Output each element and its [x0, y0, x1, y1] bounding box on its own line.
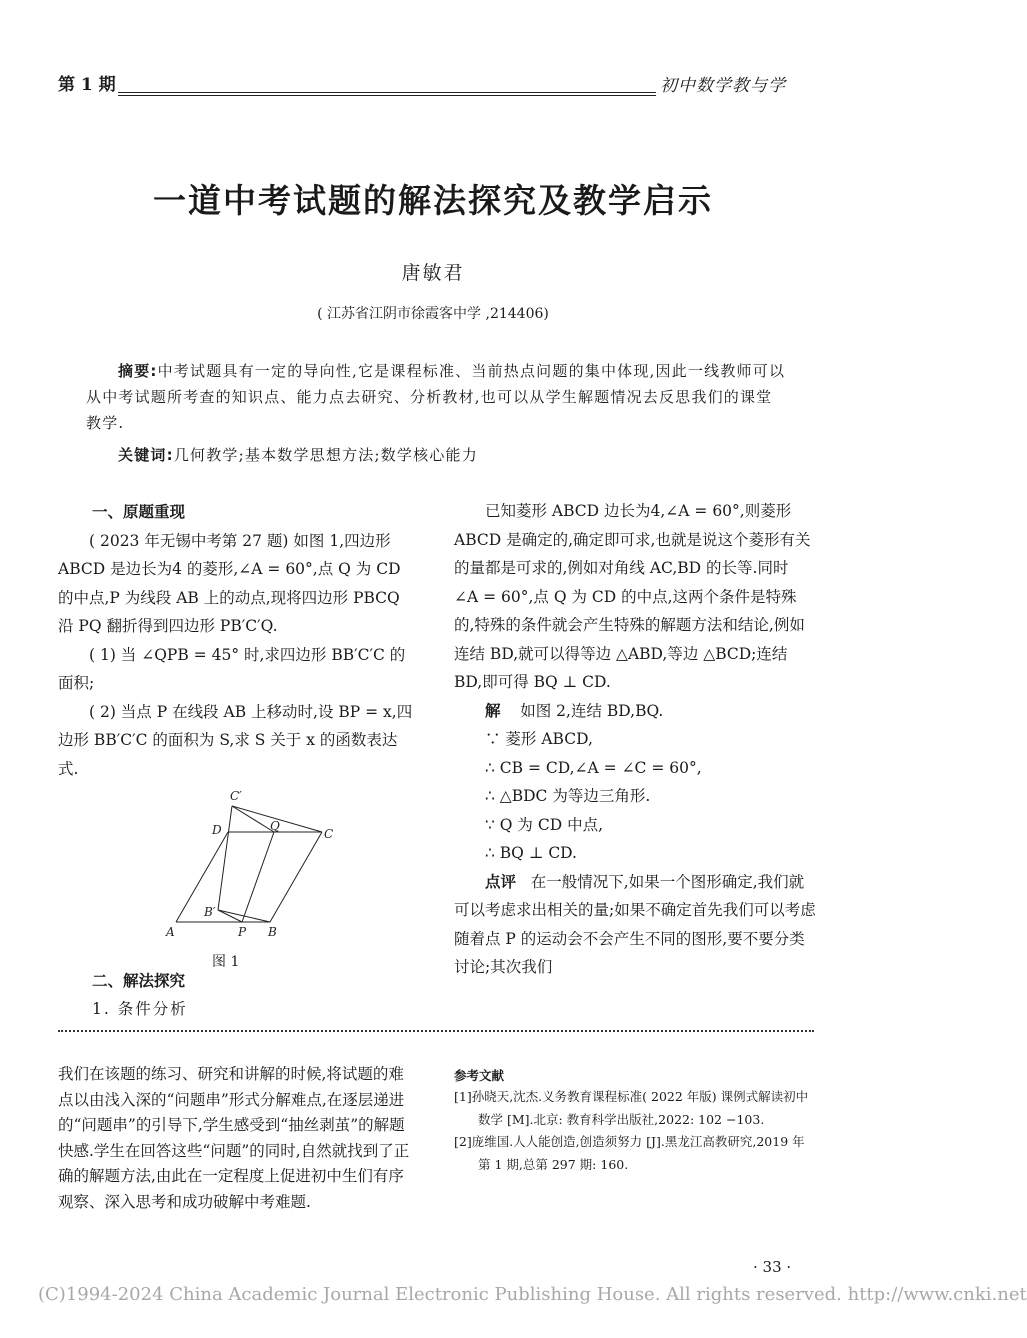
header-rule-double — [118, 95, 656, 96]
reference-item: [2]庞维国.人人能创造,创造须努力 [J].黑龙江高教研究,2019 年第 1 期,总第 297 期: 160. — [454, 1134, 805, 1172]
header-rule — [118, 92, 656, 93]
references-list — [454, 1086, 816, 1176]
label-C-prime: C′ — [230, 789, 242, 803]
author: 唐敏君 — [401, 262, 465, 284]
keywords-text: 几何教学;基本数学思想方法;数学核心能力 — [173, 446, 478, 464]
comment-paragraph — [454, 868, 816, 982]
segment-C-prime-Q — [232, 806, 274, 832]
comment-text: 在一般情况下,如果一个图形确定,我们就可以考虑求出相关的量;如果不确定首先我们可以考虑随着点 P 的运动会不会产生不同的图形,要不要分类讨论;其次我们 — [454, 872, 816, 976]
affiliation: ( 江苏省江阴市徐霞客中学 ,214406) — [317, 306, 549, 322]
left-column — [58, 498, 416, 783]
solution-step: ∴ BQ ⊥ CD. — [485, 844, 577, 862]
label-Q: Q — [270, 819, 280, 833]
keywords-label: 关键词: — [118, 446, 174, 464]
article-title: 一道中考试题的解法探究及教学启示 — [153, 181, 713, 220]
problem-statement: ( 2023 年无锡中考第 27 题) 如图 1,四边形 ABCD 是边长为4 的菱形,∠A = 60°,点 Q 为 CD 的中点,P 为线段 AB 上的动点,现将四边形 PBCQ 沿 PQ 翻折得到四边形 PB′C′Q. — [58, 531, 401, 635]
solution-step: ∵ Q 为 CD 中点, — [485, 815, 603, 834]
abstract-text: 中考试题具有一定的导向性,它是课程标准、当前热点问题的集中体现,因此一线教师可以从中考试题所考查的知识点、能力点去研究、分析教材,也可以从学生解题情况去反思我们的课堂教学. — [86, 362, 786, 432]
keywords — [118, 444, 788, 465]
segment-DA — [176, 832, 228, 922]
figure-1-rhombus-diagram — [160, 786, 350, 946]
label-A: A — [166, 925, 175, 939]
segment-B-B-prime — [218, 910, 270, 922]
segment-PB-prime — [218, 910, 242, 922]
conclusion-paragraph: 我们在该题的练习、研究和讲解的时候,将试题的难点以由浅入深的“问题串”形式分解难点,在逐层递进的“问题串”的引导下,学生感受到“抽丝剥茧”的解题快感.学生在回答这些“问题”的同时,自然就找到了正确的解题方法,由此在一定程度上促进初中生们有序观察、深入思考和成功破解中考难题. — [58, 1065, 410, 1211]
copyright-watermark: (C)1994-2024 China Academic Journal Electronic Publishing House. All rights reserved. http://www.cnki.net — [38, 1284, 1027, 1305]
condition-analysis: 已知菱形 ABCD 边长为4,∠A = 60°,则菱形 ABCD 是确定的,确定即可求,也就是说这个菱形有关的量都是可求的,例如对角线 AC,BD 的长等.同时 ∠A = 60°,点 Q 为 CD 的中点,这两个条件是特殊的,特殊的条件就会产生特殊的解题方法和结论,例如连结 BD,就可以得等边 △ABD,等边 △BCD;连结 BD,即可得 BQ ⊥ CD. — [454, 502, 811, 691]
segment-BC — [270, 832, 322, 922]
right-column — [454, 497, 816, 982]
section-heading-1: 一、原题重现 — [92, 503, 186, 521]
page-number: · 33 · — [753, 1258, 792, 1276]
abstract — [86, 358, 786, 436]
section-heading-2: 二、解法探究 — [92, 972, 186, 990]
solution-step: ∴ △BDC 为等边三角形. — [485, 787, 651, 805]
comment-label: 点评 — [485, 872, 517, 891]
segment-B-prime-C-prime — [218, 806, 232, 910]
solution-step: ∵ 菱形 ABCD, — [485, 730, 593, 748]
label-C: C — [324, 827, 334, 841]
section-divider — [58, 1030, 814, 1032]
label-P: P — [238, 925, 247, 939]
abstract-label: 摘要: — [118, 362, 158, 380]
solution-step: ∴ CB = CD,∠A = ∠C = 60°, — [485, 758, 702, 777]
figure-caption: 图 1 — [212, 954, 240, 970]
journal-name: 初中数学教与学 — [660, 76, 786, 96]
question-2: ( 2) 当点 P 在线段 AB 上移动时,设 BP = x,四边形 BB′C′C 的面积为 S,求 S 关于 x 的函数表达式. — [58, 702, 413, 778]
solution-line — [454, 697, 816, 726]
label-B-prime: B′ — [204, 905, 216, 919]
solution-step: 如图 2,连结 BD,BQ. — [520, 701, 664, 720]
reference-item: [1]孙晓天,沈杰.义务教育课程标准( 2022 年版) 课例式解读初中数学 [M].北京: 教育科学出版社,2022: 102 −103. — [454, 1089, 809, 1127]
label-B: B — [268, 925, 277, 939]
question-1: ( 1) 当 ∠QPB = 45° 时,求四边形 BB′C′C 的面积; — [58, 645, 406, 692]
subsection-heading: 1. 条件分析 — [92, 1000, 188, 1018]
segment-PQ — [242, 832, 274, 922]
label-D: D — [212, 823, 222, 837]
references-title: 参考文献 — [454, 1068, 505, 1083]
issue-label: 第 1 期 — [58, 75, 116, 95]
solution-label: 解 — [485, 701, 501, 720]
